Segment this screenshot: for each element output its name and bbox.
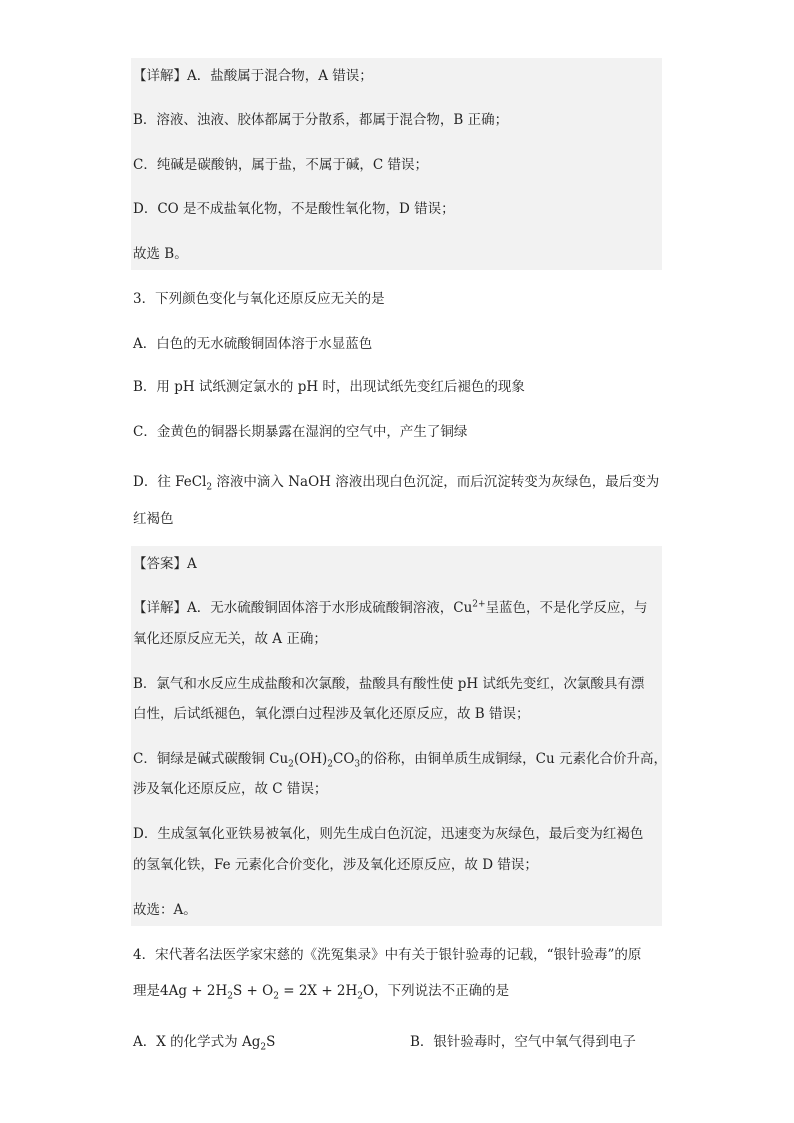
fecl-text: FeCl [175, 474, 207, 490]
question-4-option-b: B．银针验毒时，空气中氧气得到电子 [410, 1034, 636, 1050]
explain-a-line1 [133, 598, 648, 618]
option-d-prefix: D．往 [133, 474, 171, 490]
fecl2-formula [175, 474, 213, 493]
question-3-option-c: C．金黄色的铜器长期暴露在湿润的空气中，产生了铜绿 [133, 424, 468, 440]
eq-part-2: S + O [232, 983, 274, 999]
question-4-line1: 4．宋代著名法医学家宋慈的《洗冤集录》中有关于银针验毒的记载，“银针验毒”的原 [133, 947, 642, 963]
explain-a-text-2: 呈蓝色，不是化学反应，与 [485, 600, 648, 616]
explain-d-line1: D．生成氢氧化亚铁易被氧化，则先生成白色沉淀，迅速变为灰绿色，最后变为红褐色 [133, 826, 644, 842]
question-4-line2 [133, 981, 509, 1001]
eq-sub-1: 2 [227, 991, 233, 1002]
detail-line-c: C．纯碱是碳酸钠，属于盐，不属于碱，C 错误； [133, 157, 428, 173]
detail-line-d: D．CO 是不成盐氧化物，不是酸性氧化物，D 错误； [133, 201, 455, 217]
q4-opt-a-text: A．X 的化学式为 Ag [133, 1034, 261, 1050]
cu-charge: 2+ [472, 599, 486, 610]
ag-subscript: 2 [260, 1042, 267, 1053]
question-3-stem: 3．下列颜色变化与氧化还原反应无关的是 [133, 291, 385, 307]
fecl-subscript: 2 [206, 482, 213, 493]
explain-a-text: 【详解】A．无水硫酸铜固体溶于水形成硫酸铜溶液，Cu [133, 600, 473, 616]
question-3-option-a: A．白色的无水硫酸铜固体溶于水显蓝色 [133, 336, 373, 352]
q4-text-2: ，下列说法不正确的是 [374, 983, 510, 999]
explain-d-line2: 的氢氧化铁，Fe 元素化合价变化，涉及氧化还原反应，故 D 错误； [133, 857, 538, 873]
sub-3: 3 [354, 759, 361, 770]
eq-part-3: = 2X + 2H [278, 983, 358, 999]
eq-sub-3: 2 [357, 991, 364, 1002]
explain-c-text: C．铜绿是碱式碳酸铜 Cu [133, 751, 289, 767]
option-d-text: 溶液中滴入 NaOH 溶液出现白色沉淀，而后沉淀转变为灰绿色，最后变为 [216, 474, 660, 490]
eq-part-1: 4Ag + 2H [160, 983, 228, 999]
question-3-option-d-line2: 红褐色 [133, 511, 174, 527]
co-group: CO [333, 751, 355, 767]
explain-b-line1: B．氯气和水反应生成盐酸和次氯酸，盐酸具有酸性使 pH 试纸先变红，次氯酸具有漂 [133, 676, 645, 692]
answer-label: 【答案】A [133, 556, 197, 572]
sub-1: 2 [288, 759, 294, 770]
question-3-option-d [133, 472, 659, 492]
sub-2: 2 [327, 759, 333, 770]
explain-c-line1 [133, 749, 667, 769]
explain-c-line2: 涉及氧化还原反应，故 C 错误； [133, 781, 328, 797]
reaction-equation [160, 983, 375, 1002]
q4-text: 理是 [133, 983, 160, 999]
eq-sub-2: 2 [273, 991, 279, 1002]
explain-b-line2: 白性，后试纸褪色，氧化漂白过程涉及氧化还原反应，故 B 错误； [133, 706, 530, 722]
explain-conclusion: 故选：A。 [133, 902, 197, 918]
question-4-option-a [133, 1032, 275, 1052]
detail-line-a: 【详解】A．盐酸属于混合物，A 错误； [133, 68, 373, 84]
detail-conclusion: 故选 B。 [133, 246, 188, 262]
question-3-option-b: B．用 pH 试纸测定氯水的 pH 时，出现试纸先变红后褪色的现象 [133, 379, 525, 395]
explain-a-line2: 氧化还原反应无关，故 A 正确； [133, 631, 327, 647]
oh-group: (OH) [293, 751, 328, 767]
q4-opt-a-text-2: S [266, 1034, 276, 1050]
eq-part-4: O [363, 983, 375, 999]
detail-line-b: B．溶液、浊液、胶体都属于分散系，都属于混合物，B 正确； [133, 112, 509, 128]
explain-c-text-2: 的俗称，由铜单质生成铜绿，Cu 元素化合价升高， [360, 751, 667, 767]
